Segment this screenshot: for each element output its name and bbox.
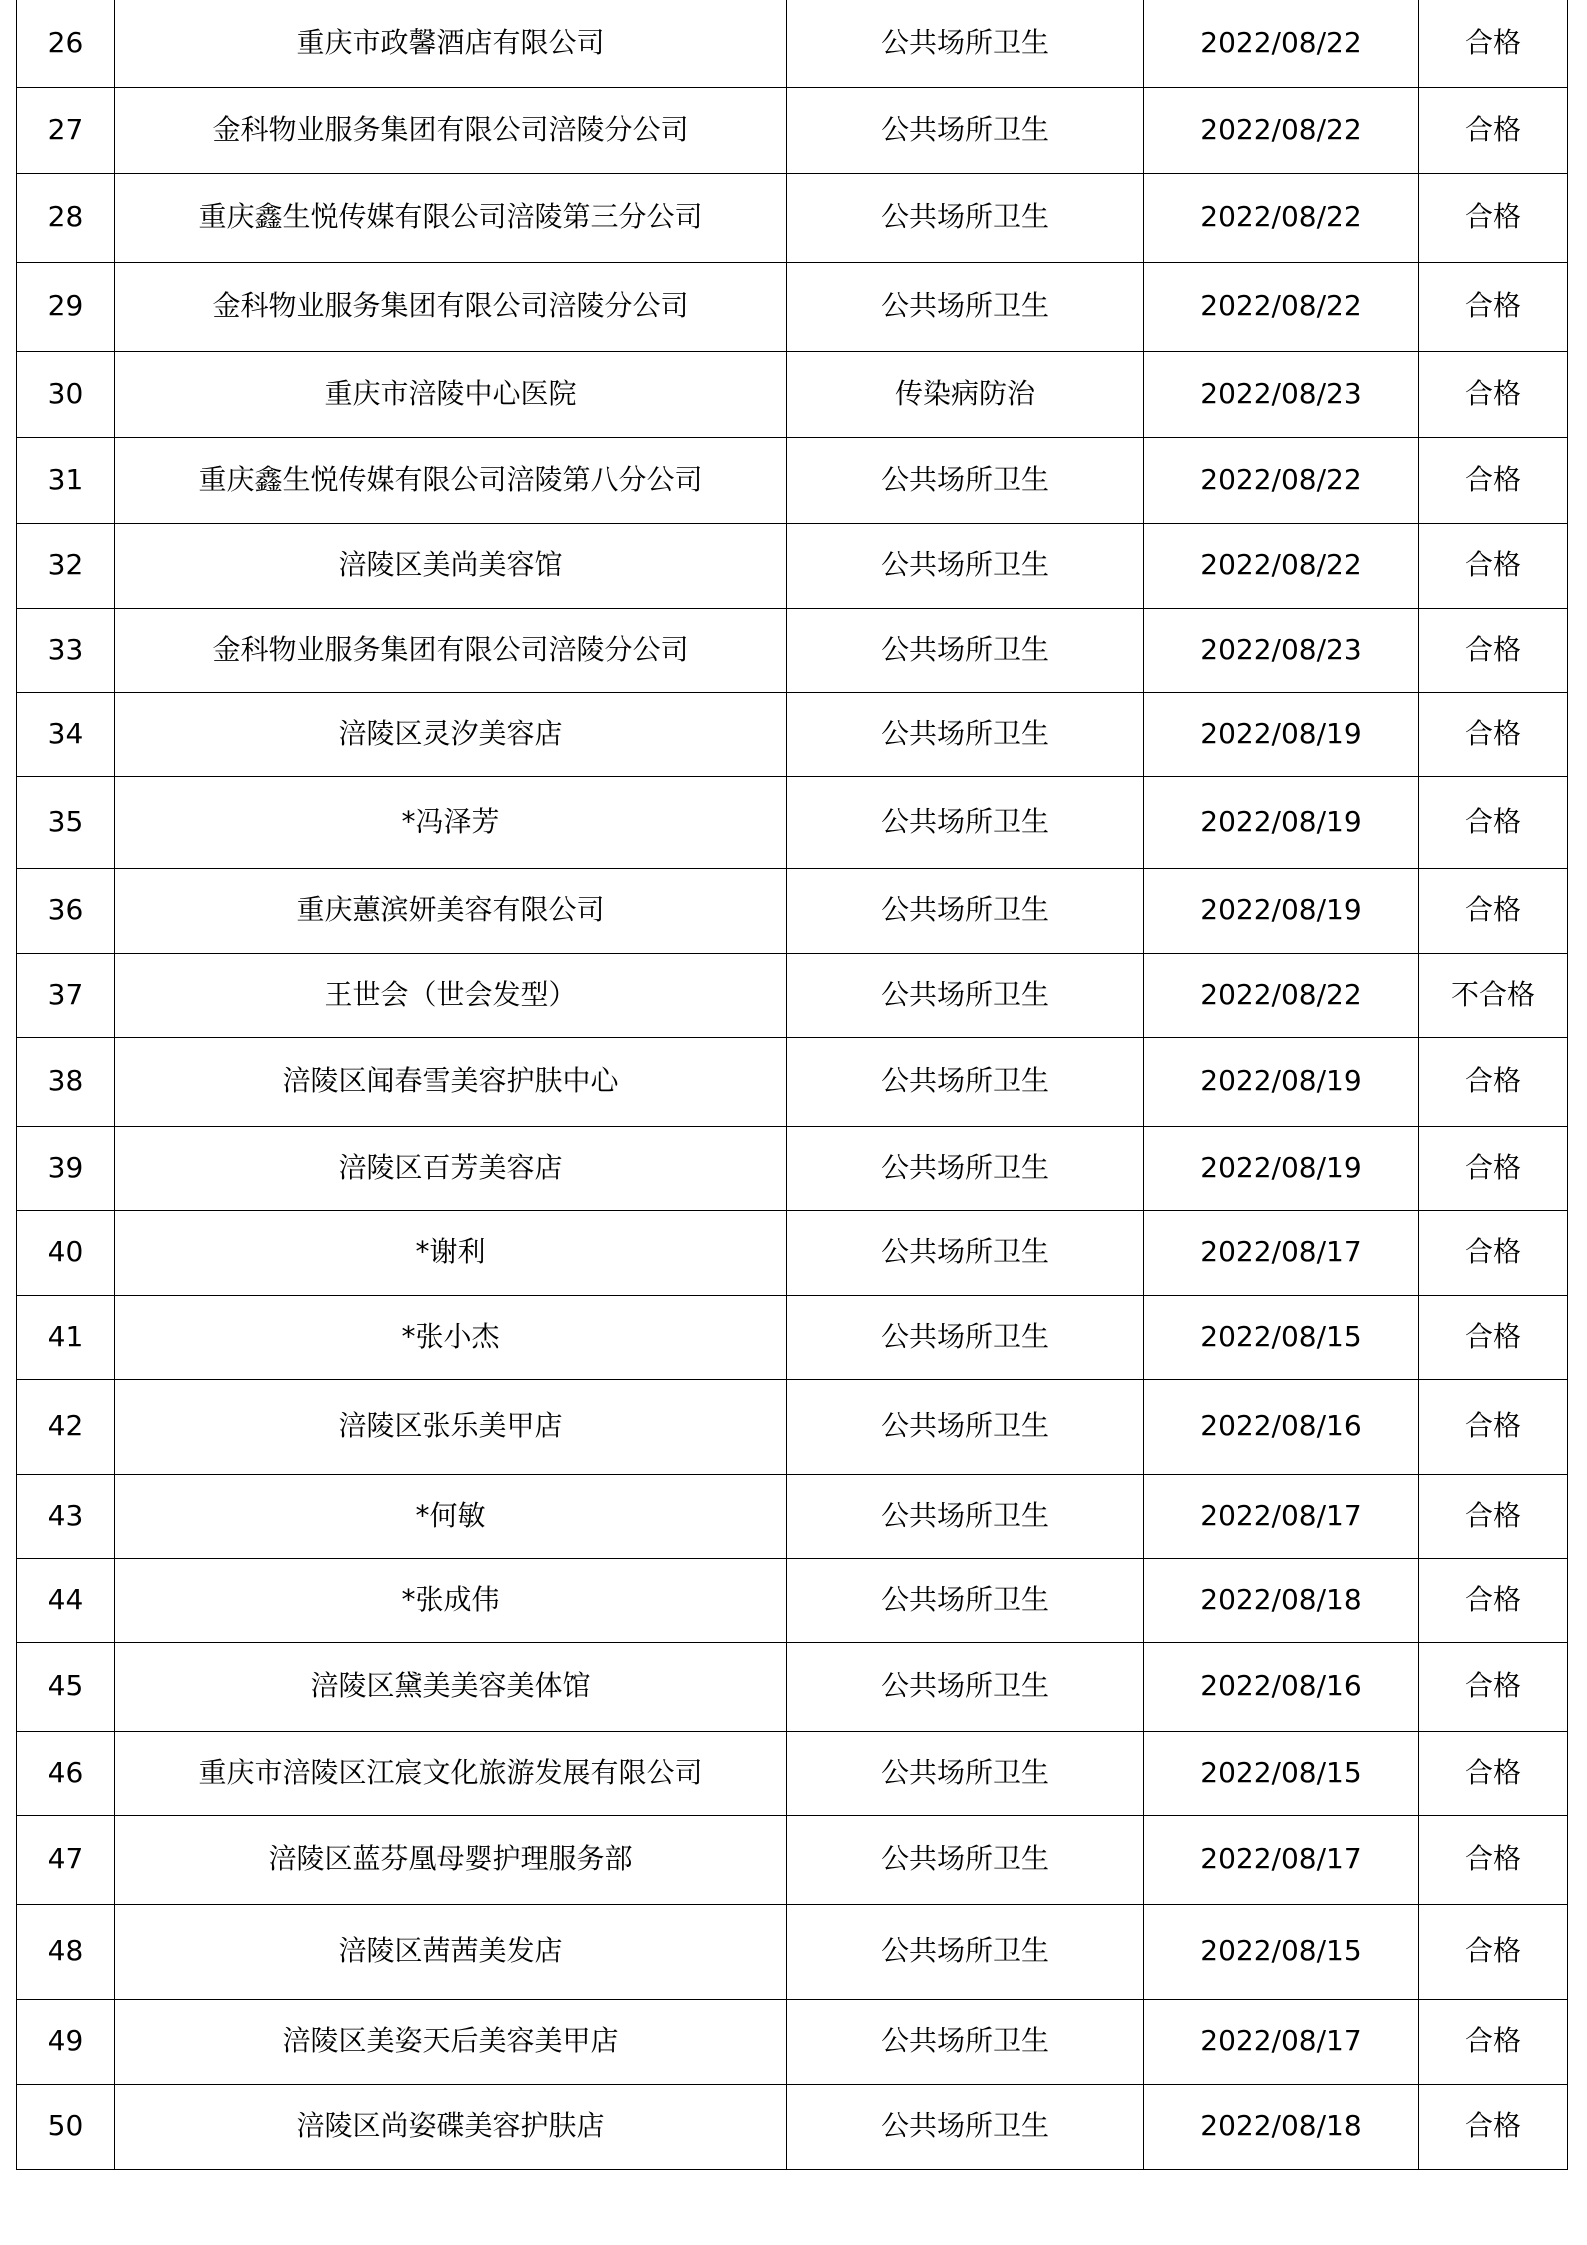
entity-name: *何敏 bbox=[115, 1474, 787, 1558]
inspection-category: 公共场所卫生 bbox=[787, 523, 1144, 608]
inspection-date: 2022/08/16 bbox=[1144, 1642, 1419, 1731]
inspection-result: 合格 bbox=[1419, 1904, 1568, 1999]
inspection-date: 2022/08/23 bbox=[1144, 351, 1419, 437]
row-number: 30 bbox=[17, 351, 115, 437]
row-number: 45 bbox=[17, 1642, 115, 1731]
entity-name: 重庆市涪陵区江宸文化旅游发展有限公司 bbox=[115, 1731, 787, 1815]
table-row bbox=[17, 953, 1568, 1037]
row-number: 49 bbox=[17, 1999, 115, 2084]
inspection-date: 2022/08/19 bbox=[1144, 776, 1419, 868]
row-number: 31 bbox=[17, 437, 115, 523]
inspection-result: 合格 bbox=[1419, 1379, 1568, 1474]
inspection-category: 传染病防治 bbox=[787, 351, 1144, 437]
table-row bbox=[17, 1210, 1568, 1295]
inspection-results-table bbox=[16, 0, 1568, 2170]
row-number: 50 bbox=[17, 2084, 115, 2169]
inspection-result: 合格 bbox=[1419, 87, 1568, 173]
inspection-date: 2022/08/16 bbox=[1144, 1379, 1419, 1474]
inspection-result: 合格 bbox=[1419, 1210, 1568, 1295]
table-row bbox=[17, 1642, 1568, 1731]
inspection-result: 合格 bbox=[1419, 0, 1568, 87]
inspection-result: 合格 bbox=[1419, 1642, 1568, 1731]
inspection-date: 2022/08/23 bbox=[1144, 608, 1419, 692]
entity-name: *张成伟 bbox=[115, 1558, 787, 1642]
table-row bbox=[17, 776, 1568, 868]
inspection-category: 公共场所卫生 bbox=[787, 1904, 1144, 1999]
inspection-category: 公共场所卫生 bbox=[787, 1999, 1144, 2084]
inspection-category: 公共场所卫生 bbox=[787, 953, 1144, 1037]
inspection-date: 2022/08/17 bbox=[1144, 1474, 1419, 1558]
table-body bbox=[17, 0, 1568, 2169]
entity-name: 金科物业服务集团有限公司涪陵分公司 bbox=[115, 608, 787, 692]
table-row bbox=[17, 173, 1568, 262]
inspection-result: 合格 bbox=[1419, 437, 1568, 523]
inspection-date: 2022/08/17 bbox=[1144, 1999, 1419, 2084]
entity-name: 金科物业服务集团有限公司涪陵分公司 bbox=[115, 262, 787, 351]
row-number: 41 bbox=[17, 1295, 115, 1379]
inspection-date: 2022/08/22 bbox=[1144, 0, 1419, 87]
entity-name: 重庆市涪陵中心医院 bbox=[115, 351, 787, 437]
table-row bbox=[17, 1295, 1568, 1379]
entity-name: *谢利 bbox=[115, 1210, 787, 1295]
entity-name: 重庆蕙滨妍美容有限公司 bbox=[115, 868, 787, 953]
table-row bbox=[17, 1731, 1568, 1815]
inspection-result: 合格 bbox=[1419, 523, 1568, 608]
row-number: 35 bbox=[17, 776, 115, 868]
inspection-result: 合格 bbox=[1419, 1731, 1568, 1815]
inspection-result: 合格 bbox=[1419, 173, 1568, 262]
inspection-result: 合格 bbox=[1419, 608, 1568, 692]
inspection-category: 公共场所卫生 bbox=[787, 868, 1144, 953]
table-row bbox=[17, 1474, 1568, 1558]
inspection-category: 公共场所卫生 bbox=[787, 1037, 1144, 1126]
inspection-date: 2022/08/22 bbox=[1144, 953, 1419, 1037]
row-number: 44 bbox=[17, 1558, 115, 1642]
row-number: 27 bbox=[17, 87, 115, 173]
inspection-result: 合格 bbox=[1419, 1474, 1568, 1558]
inspection-date: 2022/08/15 bbox=[1144, 1731, 1419, 1815]
inspection-category: 公共场所卫生 bbox=[787, 173, 1144, 262]
table-row bbox=[17, 868, 1568, 953]
table-row bbox=[17, 351, 1568, 437]
row-number: 28 bbox=[17, 173, 115, 262]
entity-name: 金科物业服务集团有限公司涪陵分公司 bbox=[115, 87, 787, 173]
row-number: 38 bbox=[17, 1037, 115, 1126]
inspection-category: 公共场所卫生 bbox=[787, 1295, 1144, 1379]
table-row bbox=[17, 1558, 1568, 1642]
inspection-result: 合格 bbox=[1419, 2084, 1568, 2169]
table-row bbox=[17, 1037, 1568, 1126]
table-row bbox=[17, 87, 1568, 173]
inspection-result: 合格 bbox=[1419, 1126, 1568, 1210]
inspection-date: 2022/08/15 bbox=[1144, 1904, 1419, 1999]
inspection-result: 合格 bbox=[1419, 1295, 1568, 1379]
inspection-category: 公共场所卫生 bbox=[787, 437, 1144, 523]
inspection-result: 合格 bbox=[1419, 1815, 1568, 1904]
entity-name: *张小杰 bbox=[115, 1295, 787, 1379]
inspection-category: 公共场所卫生 bbox=[787, 1558, 1144, 1642]
entity-name: 涪陵区闻春雪美容护肤中心 bbox=[115, 1037, 787, 1126]
inspection-category: 公共场所卫生 bbox=[787, 1731, 1144, 1815]
inspection-category: 公共场所卫生 bbox=[787, 1815, 1144, 1904]
row-number: 34 bbox=[17, 692, 115, 776]
table-row bbox=[17, 2084, 1568, 2169]
inspection-date: 2022/08/22 bbox=[1144, 262, 1419, 351]
entity-name: 涪陵区百芳美容店 bbox=[115, 1126, 787, 1210]
entity-name: 重庆市政馨酒店有限公司 bbox=[115, 0, 787, 87]
inspection-date: 2022/08/19 bbox=[1144, 868, 1419, 953]
inspection-category: 公共场所卫生 bbox=[787, 1379, 1144, 1474]
row-number: 33 bbox=[17, 608, 115, 692]
inspection-category: 公共场所卫生 bbox=[787, 608, 1144, 692]
inspection-date: 2022/08/22 bbox=[1144, 173, 1419, 262]
row-number: 47 bbox=[17, 1815, 115, 1904]
inspection-result: 合格 bbox=[1419, 692, 1568, 776]
inspection-date: 2022/08/22 bbox=[1144, 523, 1419, 608]
inspection-result: 合格 bbox=[1419, 351, 1568, 437]
row-number: 48 bbox=[17, 1904, 115, 1999]
table-row bbox=[17, 262, 1568, 351]
table-row bbox=[17, 1379, 1568, 1474]
table-row bbox=[17, 1815, 1568, 1904]
inspection-date: 2022/08/18 bbox=[1144, 2084, 1419, 2169]
inspection-category: 公共场所卫生 bbox=[787, 1474, 1144, 1558]
row-number: 37 bbox=[17, 953, 115, 1037]
inspection-date: 2022/08/18 bbox=[1144, 1558, 1419, 1642]
entity-name: 重庆鑫生悦传媒有限公司涪陵第三分公司 bbox=[115, 173, 787, 262]
table-row bbox=[17, 523, 1568, 608]
row-number: 40 bbox=[17, 1210, 115, 1295]
row-number: 39 bbox=[17, 1126, 115, 1210]
inspection-result: 合格 bbox=[1419, 1037, 1568, 1126]
table-row bbox=[17, 1126, 1568, 1210]
inspection-result: 合格 bbox=[1419, 262, 1568, 351]
table-row bbox=[17, 1904, 1568, 1999]
inspection-date: 2022/08/15 bbox=[1144, 1295, 1419, 1379]
inspection-category: 公共场所卫生 bbox=[787, 692, 1144, 776]
inspection-result: 合格 bbox=[1419, 868, 1568, 953]
table-row bbox=[17, 0, 1568, 87]
inspection-category: 公共场所卫生 bbox=[787, 0, 1144, 87]
inspection-category: 公共场所卫生 bbox=[787, 1126, 1144, 1210]
inspection-result: 合格 bbox=[1419, 1558, 1568, 1642]
inspection-result: 合格 bbox=[1419, 1999, 1568, 2084]
row-number: 26 bbox=[17, 0, 115, 87]
entity-name: 重庆鑫生悦传媒有限公司涪陵第八分公司 bbox=[115, 437, 787, 523]
table-row bbox=[17, 608, 1568, 692]
row-number: 43 bbox=[17, 1474, 115, 1558]
entity-name: 涪陵区蓝芬凰母婴护理服务部 bbox=[115, 1815, 787, 1904]
inspection-date: 2022/08/19 bbox=[1144, 1037, 1419, 1126]
table-row bbox=[17, 437, 1568, 523]
inspection-category: 公共场所卫生 bbox=[787, 1642, 1144, 1731]
inspection-category: 公共场所卫生 bbox=[787, 2084, 1144, 2169]
entity-name: *冯泽芳 bbox=[115, 776, 787, 868]
inspection-date: 2022/08/22 bbox=[1144, 437, 1419, 523]
entity-name: 涪陵区美尚美容馆 bbox=[115, 523, 787, 608]
inspection-category: 公共场所卫生 bbox=[787, 262, 1144, 351]
entity-name: 王世会（世会发型） bbox=[115, 953, 787, 1037]
inspection-category: 公共场所卫生 bbox=[787, 776, 1144, 868]
entity-name: 涪陵区尚姿碟美容护肤店 bbox=[115, 2084, 787, 2169]
table-row bbox=[17, 692, 1568, 776]
entity-name: 涪陵区张乐美甲店 bbox=[115, 1379, 787, 1474]
row-number: 42 bbox=[17, 1379, 115, 1474]
entity-name: 涪陵区美姿天后美容美甲店 bbox=[115, 1999, 787, 2084]
inspection-date: 2022/08/17 bbox=[1144, 1210, 1419, 1295]
inspection-date: 2022/08/22 bbox=[1144, 87, 1419, 173]
inspection-date: 2022/08/19 bbox=[1144, 1126, 1419, 1210]
inspection-result: 合格 bbox=[1419, 776, 1568, 868]
inspection-category: 公共场所卫生 bbox=[787, 87, 1144, 173]
table-row bbox=[17, 1999, 1568, 2084]
entity-name: 涪陵区茜茜美发店 bbox=[115, 1904, 787, 1999]
row-number: 46 bbox=[17, 1731, 115, 1815]
inspection-result: 不合格 bbox=[1419, 953, 1568, 1037]
row-number: 32 bbox=[17, 523, 115, 608]
entity-name: 涪陵区灵汐美容店 bbox=[115, 692, 787, 776]
inspection-category: 公共场所卫生 bbox=[787, 1210, 1144, 1295]
row-number: 29 bbox=[17, 262, 115, 351]
row-number: 36 bbox=[17, 868, 115, 953]
inspection-date: 2022/08/19 bbox=[1144, 692, 1419, 776]
entity-name: 涪陵区黛美美容美体馆 bbox=[115, 1642, 787, 1731]
inspection-date: 2022/08/17 bbox=[1144, 1815, 1419, 1904]
